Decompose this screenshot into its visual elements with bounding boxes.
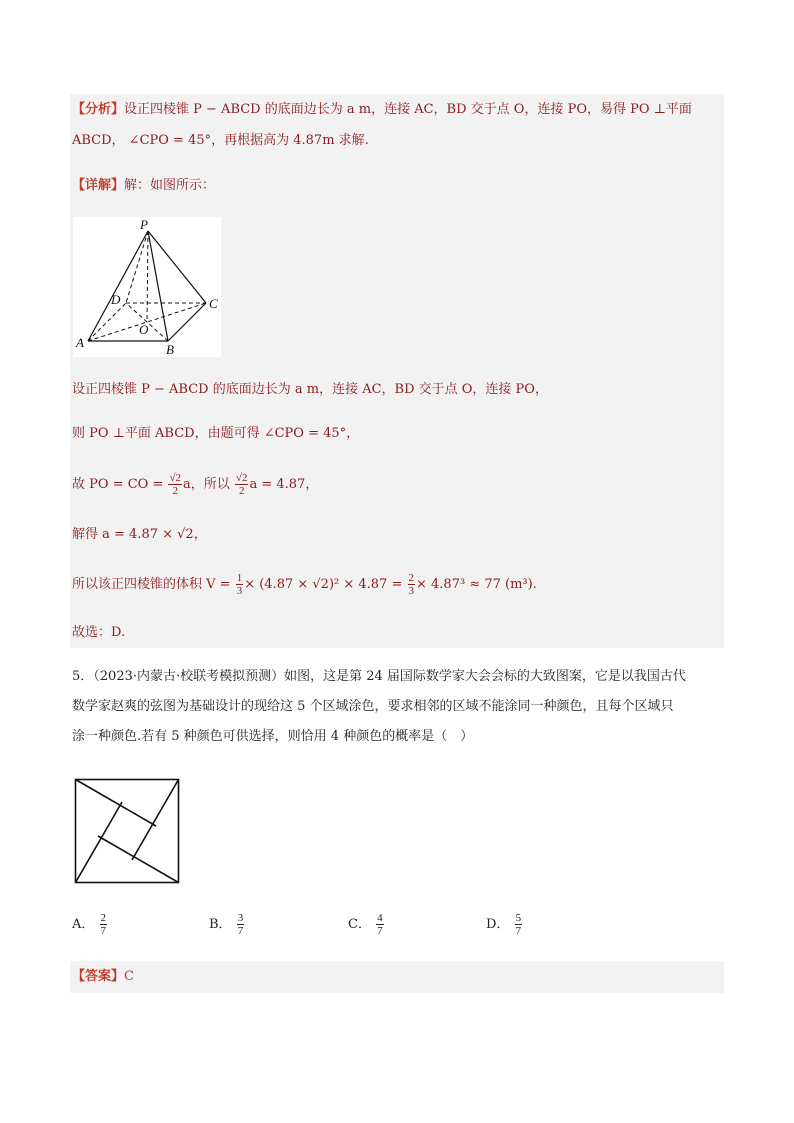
option-b-fraction	[237, 912, 245, 937]
question-line-3: 涂一种颜色.若有 5 种颜色可供选择，则恰用 4 种颜色的概率是（ ）	[72, 729, 474, 744]
option-b-den: 7	[237, 925, 244, 937]
option-c-letter: C．	[348, 917, 371, 932]
detail-line-1	[72, 380, 548, 400]
detail-text-1: 设正四棱锥 P − ABCD 的底面边长为 a m，连接 AC，BD 交于点 O，连接 PO，	[72, 382, 548, 397]
analysis-line-2	[72, 131, 369, 151]
answer-block	[70, 961, 724, 993]
fraction-sqrt2-over-2b	[235, 472, 249, 497]
detail-choice	[72, 623, 125, 643]
option-a-letter: A．	[72, 917, 95, 932]
zhao-shuang-figure	[74, 778, 180, 884]
pyramid-figure	[73, 217, 221, 357]
detail-text-5b: × (4.87 × √2)² × 4.87 =	[244, 577, 403, 592]
detail-intro-text: 解：如图所示：	[124, 178, 216, 193]
option-c-den: 7	[377, 925, 383, 937]
fraction-two-thirds	[408, 572, 416, 597]
label-D: D	[111, 292, 121, 307]
fraction-one-third	[236, 572, 244, 597]
frac-1: 1	[236, 572, 243, 584]
detail-tag: 【详解】	[72, 178, 125, 193]
frac-3b: 3	[408, 585, 414, 597]
detail-line-2	[72, 424, 359, 444]
frac-den: 2	[172, 485, 178, 497]
question-line-2: 数学家赵爽的弦图为基础设计的现给这 5 个区域涂色，要求相邻的区域不能涂同一种颜色，且每个区域只	[72, 699, 674, 714]
label-O: O	[139, 322, 149, 337]
detail-text-4: 解得 a = 4.87 × √2，	[72, 527, 207, 542]
question-line-1: 5．（2023·内蒙古·校联考模拟预测）如图，这是第 24 届国际数学家大会会标的大致图案，它是以我国古代	[72, 669, 686, 684]
detail-line-5	[72, 572, 537, 598]
answer-line	[72, 967, 134, 987]
option-d-letter: D．	[486, 917, 510, 932]
label-P: P	[140, 217, 148, 232]
label-A: A	[76, 335, 84, 350]
detail-text-5c: × 4.87³ ≈ 77 (m³).	[416, 577, 537, 592]
option-b-letter: B．	[209, 917, 232, 932]
detail-text-2: 则 PO ⊥平面 ABCD，由题可得 ∠CPO = 45°，	[72, 426, 360, 441]
detail-intro	[72, 176, 215, 196]
option-a-num: 2	[100, 912, 107, 924]
option-b-num: 3	[237, 912, 244, 924]
option-d-den: 7	[515, 925, 522, 937]
label-B: B	[166, 342, 174, 357]
analysis-line-1	[72, 100, 692, 120]
option-c-fraction	[376, 912, 384, 937]
answer-tag: 【答案】	[72, 969, 125, 984]
answer-value: C	[124, 969, 134, 984]
option-b[interactable]	[209, 912, 245, 937]
choice-text: 故选：D.	[72, 625, 126, 640]
option-c-num: 4	[377, 912, 383, 924]
frac-num-b: √2	[235, 472, 248, 484]
fraction-sqrt2-over-2	[168, 472, 182, 497]
frac-den-b: 2	[238, 485, 245, 497]
option-d[interactable]	[486, 912, 523, 937]
option-c[interactable]	[348, 912, 385, 937]
option-a-fraction	[100, 912, 108, 937]
detail-line-4	[72, 525, 207, 545]
option-a[interactable]	[72, 912, 108, 937]
pyramid-diagram	[73, 217, 221, 357]
frac-num: √2	[169, 472, 182, 484]
frac-3: 3	[236, 585, 243, 597]
frac-2: 2	[408, 572, 414, 584]
detail-text-3c: a = 4.87，	[249, 477, 319, 492]
analysis-tag: 【分析】	[72, 102, 125, 117]
detail-text-5a: 所以该正四棱锥的体积 V =	[72, 577, 231, 592]
detail-line-3	[72, 472, 318, 498]
option-d-num: 5	[515, 912, 522, 924]
detail-text-3b: a，所以	[183, 477, 230, 492]
label-C: C	[209, 296, 218, 311]
analysis-text-1: 设正四棱锥 P − ABCD 的底面边长为 a m，连接 AC，BD 交于点 O，连接 PO，易得 PO ⊥平面	[124, 102, 692, 117]
option-a-den: 7	[100, 925, 107, 937]
string-diagram	[74, 778, 180, 884]
option-d-fraction	[515, 912, 523, 937]
analysis-text-2: ABCD， ∠CPO = 45°，再根据高为 4.87m 求解.	[72, 133, 369, 148]
detail-text-3a: 故 PO = CO =	[72, 477, 164, 492]
